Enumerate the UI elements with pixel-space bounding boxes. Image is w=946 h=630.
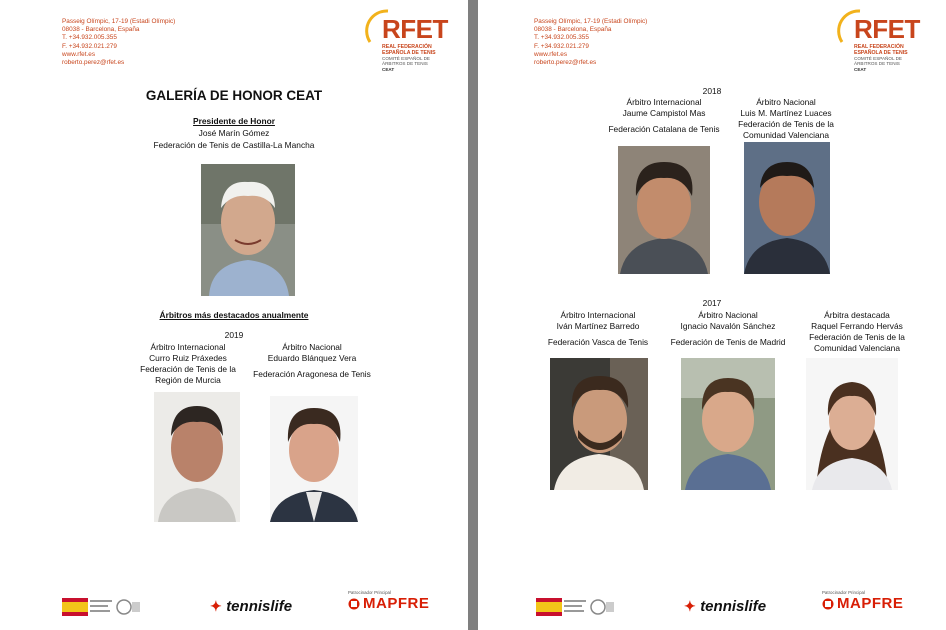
mapfre-logo: Patrocinador Principal MAPFRE xyxy=(348,590,430,612)
referee-role: Árbitro Internacional xyxy=(626,97,702,107)
portrait-photo-honor xyxy=(201,164,295,296)
ministry-logo xyxy=(536,596,614,618)
logo-name: REAL FEDERACIÓN ESPAÑOLA DE TENIS xyxy=(854,44,908,56)
logo-name: REAL FEDERACIÓN ESPAÑOLA DE TENIS xyxy=(382,44,436,56)
tennislife-logo: ✦ tennislife xyxy=(684,598,767,615)
referee-role: Árbitro Nacional xyxy=(282,342,342,352)
portrait-photo-referee xyxy=(806,358,898,490)
website-link[interactable]: www.rfet.es xyxy=(534,50,568,58)
referee-name: Eduardo Blánquez Vera xyxy=(267,353,357,363)
referee-federation: Federación de Tenis de Madrid xyxy=(670,337,786,347)
ministry-logo xyxy=(62,596,140,618)
logo-acronym: RFET xyxy=(382,14,448,44)
logo-acronym: RFET xyxy=(854,14,920,44)
section-heading: Árbitros más destacados anualmente xyxy=(159,310,309,320)
document-page-left xyxy=(0,0,468,630)
logo-subtitle: COMITÉ ESPAÑOL DE ÁRBITROS DE TENIS CEAT xyxy=(854,56,902,72)
portrait-photo-referee xyxy=(154,392,240,522)
logo-subtitle: COMITÉ ESPAÑOL DE ÁRBITROS DE TENIS CEAT xyxy=(382,56,430,72)
referee-name: Curro Ruiz Práxedes xyxy=(149,353,227,363)
referee-name: Iván Martínez Barredo xyxy=(556,321,640,331)
referee-name: Ignacio Navalón Sánchez xyxy=(680,321,776,331)
email-link[interactable]: roberto.perez@rfet.es xyxy=(534,59,597,67)
year-label: 2017 xyxy=(702,298,722,308)
mapfre-icon xyxy=(348,598,360,610)
portrait-photo-referee xyxy=(744,142,830,274)
fax: F. +34.932.021.279 xyxy=(62,42,117,50)
referee-role: Árbitro Nacional xyxy=(756,97,816,107)
referee-role: Árbitro Internacional xyxy=(560,310,636,320)
honor-heading: Presidente de Honor xyxy=(193,116,275,126)
address-line: 08038 - Barcelona, España xyxy=(62,26,140,34)
referee-federation: Federación de Tenis de la xyxy=(140,364,236,374)
document-page-right xyxy=(478,0,946,630)
year-label: 2019 xyxy=(224,330,244,340)
referee-federation: Federación Vasca de Tenis xyxy=(547,337,649,347)
referee-role: Árbitra destacada xyxy=(824,310,890,320)
address-line: Passeig Olímpic, 17-19 (Estadi Olímpic) xyxy=(62,18,176,25)
referee-federation: Federación de Tenis de la xyxy=(809,332,905,342)
address-line: 08038 - Barcelona, España xyxy=(534,26,612,34)
referee-federation: Región de Murcia xyxy=(155,375,221,385)
referee-name: Jaume Campistol Mas xyxy=(622,108,706,118)
tennislife-logo: ✦ tennislife xyxy=(210,598,293,615)
portrait-photo-referee xyxy=(550,358,648,490)
rfet-logo xyxy=(834,8,924,74)
phone: T. +34.932.005.355 xyxy=(534,34,589,42)
portrait-photo-referee xyxy=(681,358,775,490)
referee-federation: Comunidad Valenciana xyxy=(743,130,829,140)
page-title: GALERÍA DE HONOR CEAT xyxy=(145,88,323,103)
honor-federation: Federación de Tenis de Castilla-La Mancha xyxy=(153,140,315,150)
address-line: Passeig Olímpic, 17-19 (Estadi Olímpic) xyxy=(534,18,648,25)
referee-federation: Comunidad Valenciana xyxy=(814,343,900,353)
address-block xyxy=(62,18,175,67)
tennislife-icon: ✦ xyxy=(210,598,222,614)
portrait-photo-referee xyxy=(270,396,358,522)
mapfre-icon xyxy=(822,598,834,610)
referee-federation: Federación de Tenis de la xyxy=(738,119,834,129)
referee-federation: Federación Aragonesa de Tenis xyxy=(253,369,371,379)
rfet-logo xyxy=(362,8,452,74)
referee-federation: Federación Catalana de Tenis xyxy=(608,124,720,134)
mapfre-logo: Patrocinador Principal MAPFRE xyxy=(822,590,904,612)
portrait-photo-referee xyxy=(618,146,710,274)
fax: F. +34.932.021.279 xyxy=(534,42,589,50)
referee-role: Árbitro Nacional xyxy=(698,310,758,320)
referee-role: Árbitro Internacional xyxy=(150,342,226,352)
phone: T. +34.932.005.355 xyxy=(62,34,117,42)
address-block xyxy=(534,18,647,67)
honor-name: José Marín Gómez xyxy=(198,128,270,138)
year-label: 2018 xyxy=(702,86,722,96)
tennislife-icon: ✦ xyxy=(684,598,696,614)
website-link[interactable]: www.rfet.es xyxy=(62,50,96,58)
email-link[interactable]: roberto.perez@rfet.es xyxy=(62,59,125,67)
referee-name: Luis M. Martínez Luaces xyxy=(740,108,832,118)
referee-name: Raquel Ferrando Hervás xyxy=(811,321,903,331)
